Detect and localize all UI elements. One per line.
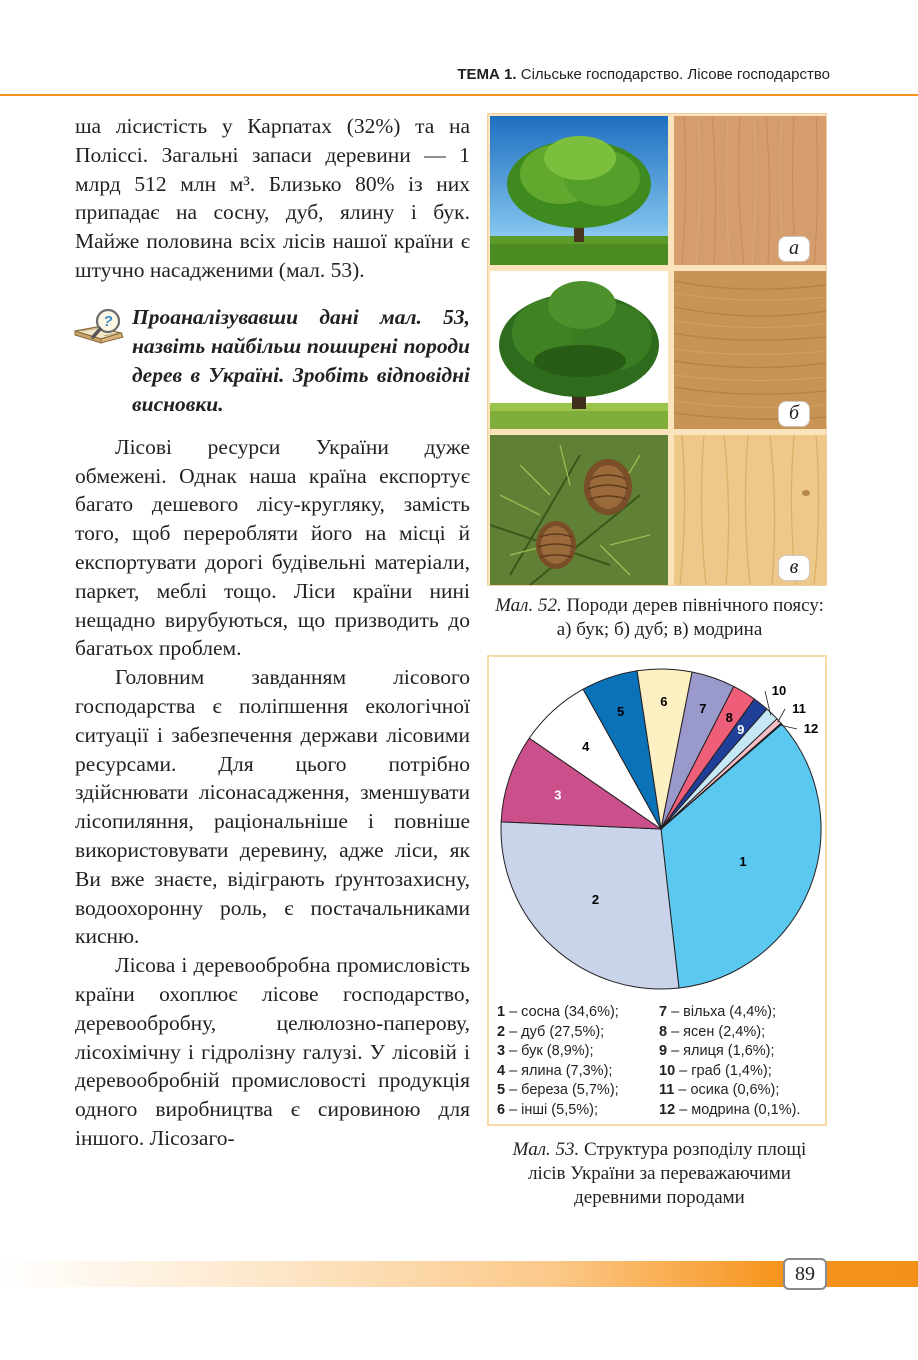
- legend-number: 1: [497, 1004, 510, 1020]
- legend-text: – ялина (7,3%);: [509, 1062, 613, 1079]
- figure-53-caption-lead: Мал. 53.: [512, 1139, 580, 1160]
- legend-text: – дуб (27,5%);: [509, 1023, 605, 1040]
- legend-text: – вільха (4,4%);: [671, 1004, 777, 1020]
- page-number: 89: [783, 1258, 827, 1290]
- legend-text: – інші (5,5%);: [509, 1101, 599, 1118]
- book-question-icon: [71, 307, 129, 347]
- topic-title: Сільське господарство. Лісове господарство: [520, 66, 830, 83]
- pie-label-11: 11: [792, 701, 806, 716]
- legend-number: 4: [497, 1062, 510, 1079]
- pie-slice-2: [501, 822, 679, 989]
- header-rule: [0, 94, 918, 96]
- legend-item-12: [659, 1101, 829, 1121]
- legend-number: 6: [497, 1101, 510, 1118]
- label-b-badge: б: [778, 401, 810, 427]
- larch-cones-photo: [490, 435, 668, 585]
- pie-label-4: 4: [582, 739, 590, 755]
- figure-53-caption: [492, 1138, 827, 1210]
- task-text: Проаналізувавши дані мал. 53, назвіть найбільш поширені породи дерев в Україні. Зробіть відповідні висновки.: [132, 304, 470, 416]
- legend-text: – осика (0,6%);: [678, 1082, 780, 1098]
- legend-text: – сосна (34,6%);: [509, 1004, 619, 1020]
- legend-text: – ялиця (1,6%);: [671, 1043, 775, 1059]
- legend-item-5: [497, 1081, 657, 1101]
- pie-label-9: 9: [737, 721, 745, 737]
- oak-tree-photo: [490, 271, 668, 429]
- legend-number: 10: [659, 1062, 680, 1079]
- pie-label-6: 6: [660, 694, 668, 710]
- paragraph-3: Головним завданням лісового господарства є поліпшення екологічної ситуації і забезпечення держави лісовими ресурсами. Для цього потрібно здійснювати лісонасадження, зменшувати лісопиляння, раціональніше і повніше використовувати деревину, адже ліси, як Ви вже знаєте, відіграють ґрунтозахисну, водоохоронну роль, є постачальниками кисню.: [75, 665, 470, 949]
- paragraph-1: ша лісистість у Карпатах (32%) та на Поліссі. Загальні запаси деревини — 1 млрд 512 млн м³. Близько 80% із них припадає на сосну, дуб, ялину і бук. Майже половина всіх лісів нашої країни є штучно насадженими (мал. 53).: [75, 114, 470, 282]
- oak-wood-texture: [674, 271, 826, 429]
- legend-number: 2: [497, 1023, 510, 1040]
- legend-item-8: [659, 1023, 829, 1043]
- legend-text: – модрина (0,1%).: [679, 1101, 801, 1118]
- figure-52-caption: [487, 594, 832, 642]
- pie-label-1: 1: [739, 853, 747, 869]
- pie-label-12: 12: [803, 721, 819, 736]
- legend-text: – бук (8,9%);: [509, 1043, 594, 1059]
- legend-number: 8: [659, 1023, 672, 1040]
- running-head: [457, 66, 830, 83]
- figure-52-caption-text: Породи дерев північного поясу: а) бук; б) дуб; в) модрина: [556, 595, 824, 640]
- figure-53-caption-text: Структура розподілу площі лісів України за переважаючими деревними породами: [528, 1139, 807, 1208]
- pie-legend-right: [659, 1003, 829, 1120]
- page-header: [0, 0, 918, 98]
- pie-label-8: 8: [725, 709, 733, 725]
- pie-label-10: 10: [771, 683, 787, 698]
- figure-52-caption-lead: Мал. 52.: [495, 595, 562, 616]
- legend-text: – береза (5,7%);: [509, 1082, 619, 1098]
- legend-number: 7: [659, 1004, 672, 1020]
- label-v-badge: в: [778, 555, 810, 581]
- legend-item-2: [497, 1023, 657, 1043]
- legend-item-1: [497, 1003, 657, 1023]
- legend-number: 5: [497, 1082, 510, 1098]
- legend-item-4: [497, 1062, 657, 1082]
- pie-label-3: 3: [554, 787, 562, 803]
- legend-item-9: [659, 1042, 829, 1062]
- legend-item-7: [659, 1003, 829, 1023]
- figure-52-frame: [487, 113, 827, 586]
- legend-item-10: [659, 1062, 829, 1082]
- label-a-badge: а: [778, 236, 810, 262]
- beech-tree-photo: [490, 116, 668, 265]
- task-block: [75, 303, 470, 419]
- pie-label-5: 5: [617, 703, 625, 719]
- paragraph-2: Лісові ресурси України дуже обмежені. Однак наша країна експортує багато дешевого лісу-кругляку, замість того, щоб переробляти його на місці й експортувати дорогі будівельні матеріали, паркет, меблі тощо. Ліси країни нині нещадно вирубуються, що призводить до багатьох проблем.: [75, 434, 470, 661]
- pie-legend-left: [497, 1003, 657, 1120]
- legend-item-3: [497, 1042, 657, 1062]
- beech-wood-texture: [674, 116, 826, 265]
- legend-number: 11: [659, 1082, 679, 1098]
- figure-53-frame: [487, 655, 827, 1126]
- main-text-column: [75, 112, 470, 1153]
- pie-label-2: 2: [591, 892, 600, 908]
- legend-number: 9: [659, 1043, 672, 1059]
- legend-text: – граб (1,4%);: [679, 1062, 772, 1079]
- paragraph-4: Лісова і деревообробна промисловість країни охоплює лісове господарство, деревообробну, целюлозно-паперову, лісохімічну і гідролізну галузі. У лісовій і деревообробній промисловості продукція одного виробництва є сировиною для іншого. Лісозаго-: [75, 953, 470, 1150]
- pie-label-7: 7: [699, 701, 707, 717]
- topic-label: ТЕМА 1.: [457, 66, 517, 83]
- forest-pie-chart: [489, 657, 825, 997]
- legend-item-11: [659, 1081, 829, 1101]
- svg-text:?: ?: [103, 312, 113, 330]
- legend-number: 3: [497, 1043, 510, 1059]
- larch-wood-texture: [674, 435, 826, 585]
- legend-number: 12: [659, 1101, 680, 1118]
- pie-leader-11: [778, 709, 785, 722]
- legend-text: – ясен (2,4%);: [671, 1023, 766, 1040]
- footer-bar: [0, 1261, 918, 1287]
- legend-item-6: [497, 1101, 657, 1121]
